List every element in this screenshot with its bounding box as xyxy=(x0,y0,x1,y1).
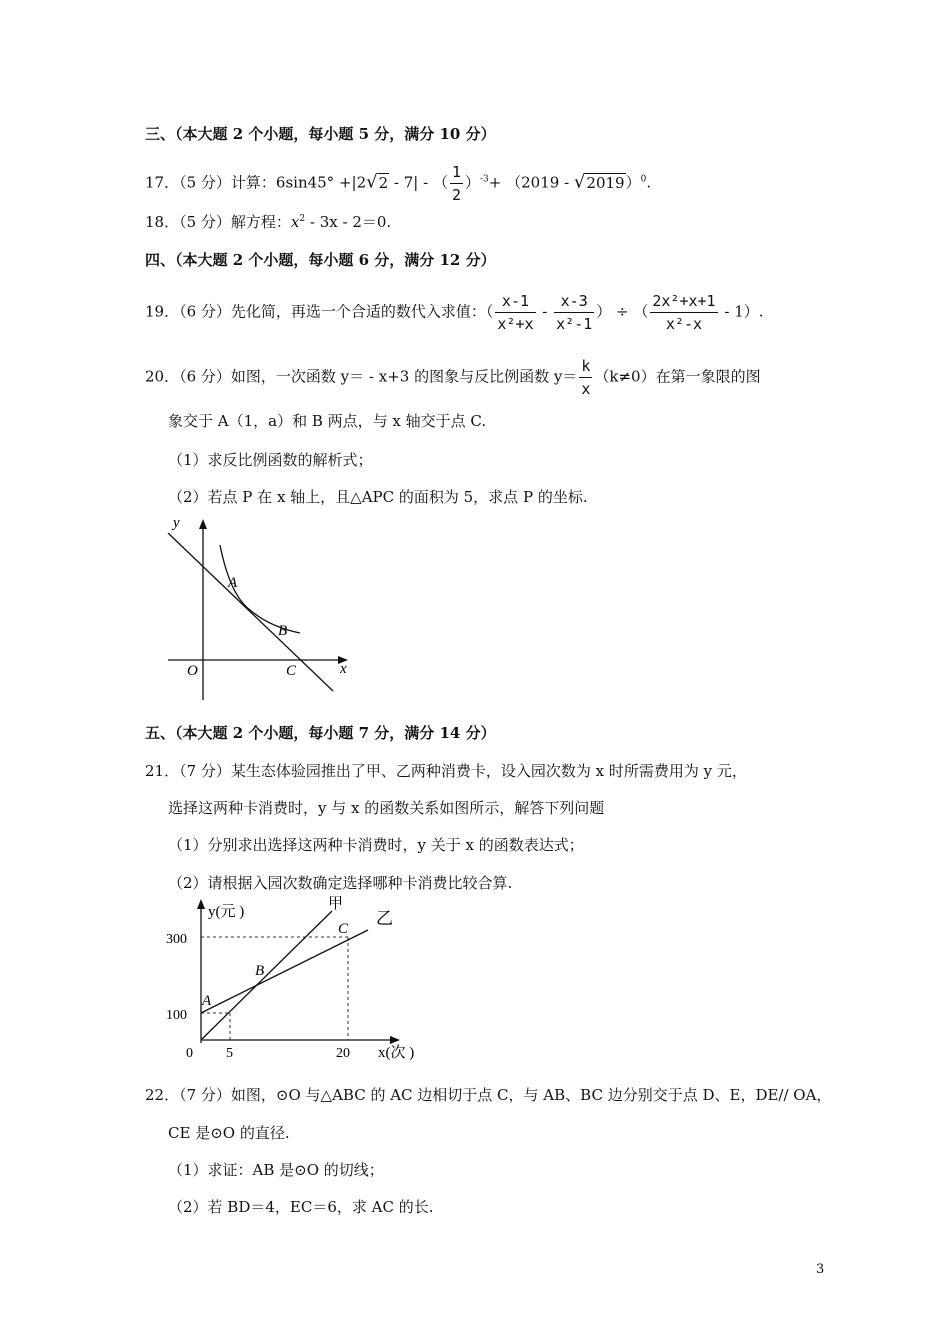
q20-line-2: 象交于 A（1，a）和 B 两点，与 x 轴交于点 C. xyxy=(168,412,487,430)
q20-label-x: x xyxy=(340,661,347,677)
q20-sub-1: （1）求反比例函数的解析式； xyxy=(168,451,373,469)
q22-sub-1: （1）求证：AB 是⊙O 的切线； xyxy=(168,1161,384,1179)
q21-line-yi xyxy=(201,930,368,1013)
q21-sub-1: （1）分别求出选择这两种卡消费时，y 关于 x 的函数表达式； xyxy=(168,836,584,854)
q20-y-arrow xyxy=(199,519,207,529)
q17-exp: -3 xyxy=(480,174,489,185)
question-18: 18．（5 分）解方程：$x^2 - 3x - 2=0$. xyxy=(145,213,392,231)
q21-x-arrow xyxy=(390,1036,400,1044)
q17-root2: 2 xyxy=(378,173,389,192)
q20-label-y: y xyxy=(173,515,180,531)
q20-label-C: C xyxy=(286,663,297,679)
q17-lead: 17．（5 分）计算：6sin45° +|2 xyxy=(145,173,367,192)
q21-graph xyxy=(160,893,440,1073)
section-3-heading: 三、（本大题 2 个小题，每小题 5 分，满分 10 分） xyxy=(145,125,496,143)
q21-line-jia xyxy=(201,911,332,1040)
q21-ylabel: y(元 ) xyxy=(208,904,245,920)
q17-zero: 0 xyxy=(640,174,647,185)
q21-label-yi: 乙 xyxy=(376,909,393,928)
q21-label-C: C xyxy=(338,921,349,937)
q21-label-jia: 甲 xyxy=(328,896,344,912)
q22-line-2: CE 是⊙O 的直径. xyxy=(168,1124,290,1142)
q21-tick-300: 300 xyxy=(166,932,187,947)
q20-label-A: A xyxy=(228,575,238,591)
q20-k-over-x: $\frac{k}{x}$ xyxy=(581,357,591,398)
question-20: 20．（6 分）如图，一次函数 y＝ - x+3 的图象与反比例函数 y＝ $\frac{k}{x}$ （k≠0）在第一象限的图 xyxy=(145,357,761,398)
q22-sub-2: （2）若 BD＝4，EC＝6，求 AC 的长. xyxy=(168,1198,434,1216)
q20-graph xyxy=(160,515,360,705)
q21-y-arrow xyxy=(197,899,205,909)
question-21: 21．（7 分）某生态体验园推出了甲、乙两种消费卡，设入园次数为 x 时所需费用为 y 元， xyxy=(145,762,747,780)
q21-tick-5: 5 xyxy=(226,1046,233,1061)
q17-tail: ） xyxy=(625,173,641,192)
section-4-heading: 四、（本大题 2 个小题，每小题 6 分，满分 12 分） xyxy=(145,251,496,269)
question-22: 22．（7 分）如图，⊙O 与△ABC 的 AC 边相切于点 C，与 AB、BC 边分别交于点 D、E，DE// OA， xyxy=(145,1086,832,1104)
q19-fraction-2: $\frac{x-3}{\text{x²-1}}$ xyxy=(556,292,593,333)
q20-label-B: B xyxy=(278,623,288,639)
q21-label-A: A xyxy=(202,993,212,1009)
q21-tick-0: 0 xyxy=(186,1046,193,1061)
q20-sub-2: （2）若点 P 在 x 轴上，且△APC 的面积为 5，求点 P 的坐标. xyxy=(168,488,588,506)
q21-line-2: 选择这两种卡消费时，y 与 x 的函数关系如图所示，解答下列问题 xyxy=(168,799,605,817)
q19-fraction-1: $\frac{x-1}{\text{x²+x}}$ xyxy=(497,292,534,333)
q21-tick-100: 100 xyxy=(166,1008,187,1023)
q21-label-B: B xyxy=(255,963,265,979)
q20-label-O: O xyxy=(187,663,198,679)
q21-tick-20: 20 xyxy=(336,1046,350,1061)
question-17: 17．（5 分）计算：6sin45° +|2√2 - 7| - （ $\frac{1}{2}$ ）$^{-3}$+ （2019 - √2019）$^0$. xyxy=(145,163,652,204)
q17-root2019: 2019 xyxy=(586,173,625,192)
q17-half: $\frac{1}{2}$ xyxy=(451,163,461,204)
q21-sub-2: （2）请根据入园次数确定选择哪种卡消费比较合算. xyxy=(168,874,513,892)
q21-xlabel: x(次 ) xyxy=(378,1045,415,1061)
section-5-heading: 五、（本大题 2 个小题，每小题 7 分，满分 14 分） xyxy=(145,724,496,742)
q19-fraction-3: $\frac{\text{2x²+x+1}}{\text{x²-x}}$ xyxy=(652,292,716,333)
q17-after-exp: + （2019 - xyxy=(488,173,574,192)
question-19: 19．（6 分）先化简，再选一个合适的数代入求值：（ $\frac{x-1}{\text{x²+x}}$ - $\frac{x-3}{\text{x²-1}}$ ） ÷ （ $\frac{\text{2x²+x+1}}{\text{x²-x}}$ - 1）. xyxy=(145,292,764,333)
page-number: 3 xyxy=(816,1262,825,1277)
q17-mid: - 7| - （ xyxy=(389,173,448,192)
